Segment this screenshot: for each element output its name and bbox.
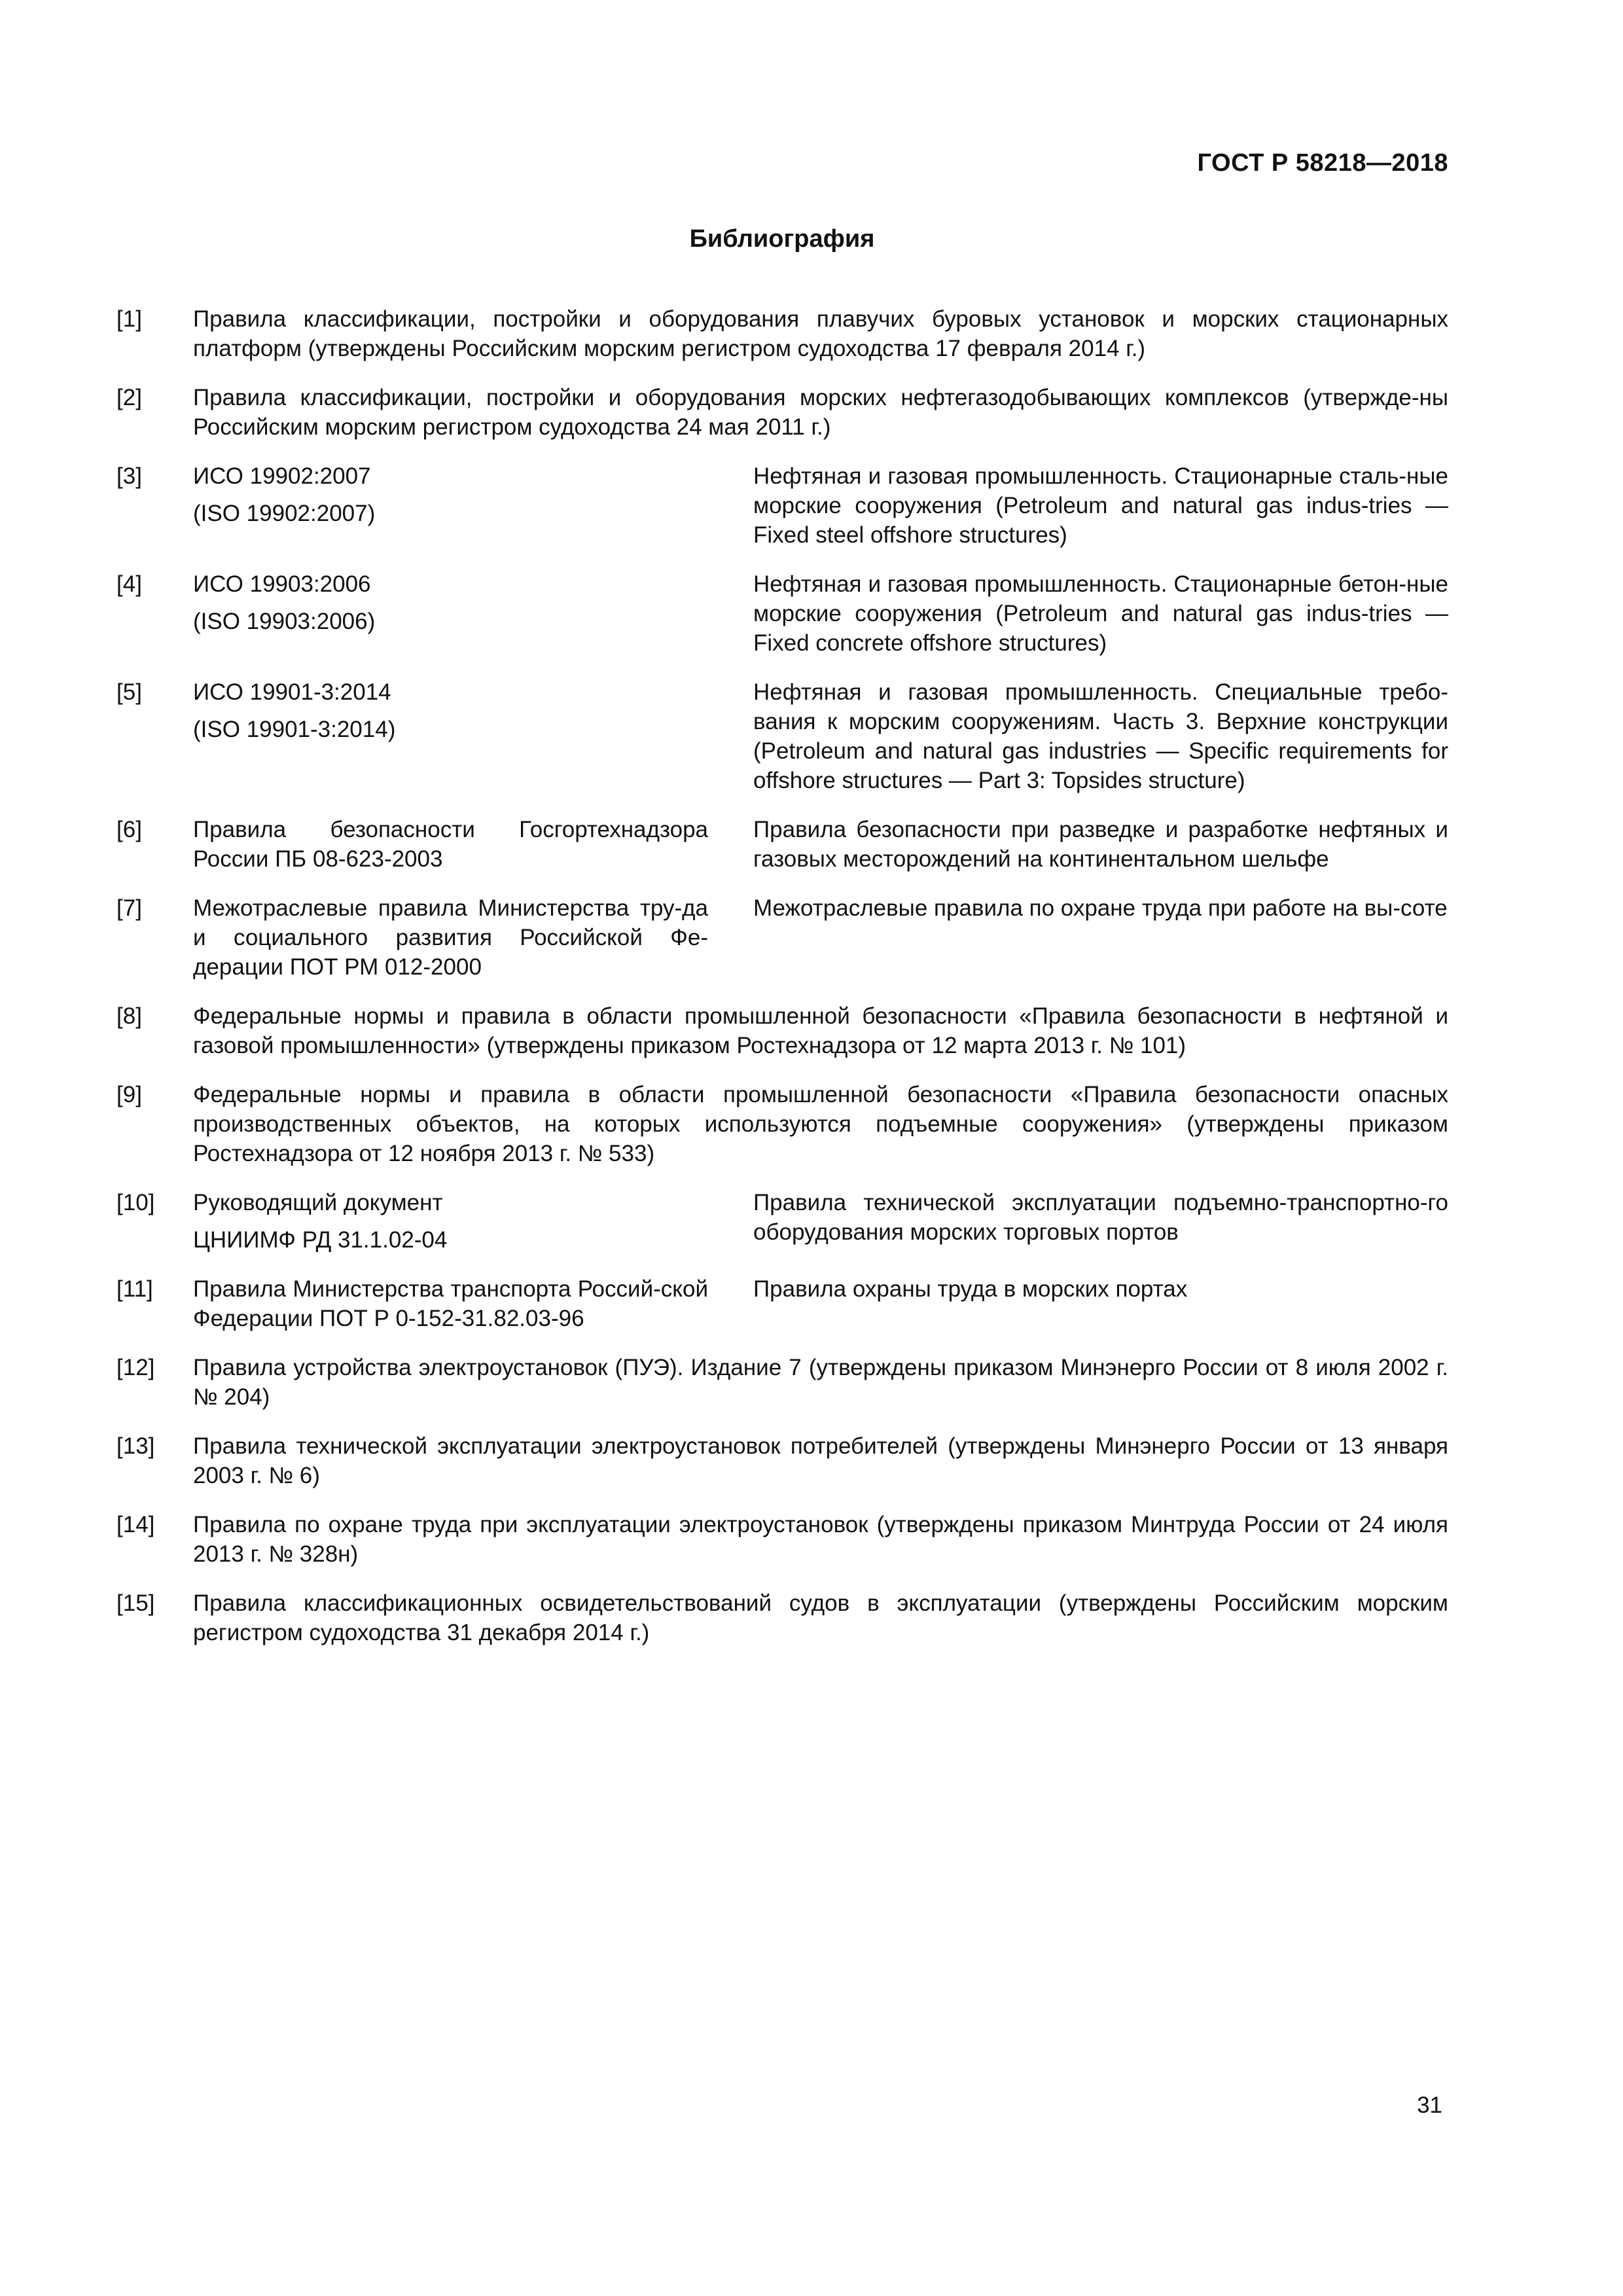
- entry-number: [4]: [116, 571, 142, 597]
- entry-number: [13]: [116, 1433, 155, 1459]
- bibliography-entry-2: [116, 383, 1448, 442]
- entry-code-line-en: (ISO 19903:2006): [193, 609, 376, 634]
- section-title: Библиография: [689, 225, 875, 253]
- entry-text: Федеральные нормы и правила в области промышленной безопасности «Правила безопасности опасных производственных объектов, на которых используются подъемные сооружения» (утверждены приказом Ростехнадзора от 12 ноября 2013 г. № 533): [193, 1082, 1448, 1166]
- bibliography-list: [116, 304, 1448, 1667]
- entry-description: Правила безопасности при разведке и разработке нефтяных и газовых месторождений на континентальном шельфе: [753, 817, 1448, 872]
- bibliography-entry-8: [116, 1001, 1448, 1060]
- entry-description: Правила технической эксплуатации подъемно-транспортно-го оборудования морских торговых портов: [753, 1190, 1448, 1245]
- entry-code-line: ИСО 19901-3:2014: [193, 679, 391, 705]
- bibliography-entry-14: [116, 1510, 1448, 1569]
- entry-number: [15]: [116, 1590, 155, 1616]
- entry-number: [3]: [116, 463, 142, 489]
- entry-description: Нефтяная и газовая промышленность. Специальные требо-вания к морским сооружениям. Часть 3. Верхние конструкции (Petroleum and natural gas industries — Specific requirements for offshore structures — Part 3: Topsides structure): [753, 679, 1448, 793]
- entry-description: Межотраслевые правила по охране труда при работе на вы-соте: [753, 895, 1448, 921]
- entry-text: Правила классификационных освидетельствований судов в эксплуатации (утверждены Российским морским регистром судоходства 31 декабря 2014 г.): [193, 1590, 1448, 1645]
- entry-code: [193, 677, 708, 795]
- entry-number: [10]: [116, 1190, 155, 1215]
- bibliography-entry-13: [116, 1431, 1448, 1490]
- entry-number: [2]: [116, 385, 142, 410]
- entry-text: Правила устройства электроустановок (ПУЭ). Издание 7 (утверждены приказом Минэнерго России от 8 июля 2002 г. № 204): [193, 1355, 1448, 1410]
- entry-code: [193, 569, 708, 658]
- bibliography-entry-9: [116, 1080, 1448, 1168]
- bibliography-entry-3: [116, 461, 1448, 550]
- entry-code: [193, 461, 708, 550]
- entry-code: [193, 1188, 708, 1255]
- entry-code: Правила безопасности Госгортехнадзора России ПБ 08-623-2003: [193, 817, 708, 872]
- entry-code-line-2: ЦНИИМФ РД 31.1.02-04: [193, 1227, 448, 1253]
- entry-text: Правила по охране труда при эксплуатации электроустановок (утверждены приказом Минтруда России от 24 июля 2013 г. № 328н): [193, 1512, 1448, 1567]
- entry-code-line-en: (ISO 19901-3:2014): [193, 717, 396, 742]
- bibliography-entry-6: [116, 815, 1448, 874]
- document-number: ГОСТ Р 58218—2018: [1197, 149, 1448, 177]
- entry-number: [12]: [116, 1355, 155, 1380]
- entry-number: [5]: [116, 679, 142, 705]
- entry-code-line: ИСО 19902:2007: [193, 463, 371, 489]
- bibliography-entry-11: [116, 1274, 1448, 1333]
- entry-code: Межотраслевые правила Министерства тру-да и социального развития Российской Фе-дерации ПОТ РМ 012-2000: [193, 895, 708, 980]
- entry-text: Правила классификации, постройки и оборудования плавучих буровых установок и морских стационарных платформ (утверждены Российским морским регистром судоходства 17 февраля 2014 г.): [193, 306, 1448, 361]
- bibliography-entry-12: [116, 1353, 1448, 1412]
- bibliography-entry-1: [116, 304, 1448, 363]
- entry-code: Правила Министерства транспорта Россий-ской Федерации ПОТ Р 0-152-31.82.03-96: [193, 1276, 708, 1331]
- entry-text: Федеральные нормы и правила в области промышленной безопасности «Правила безопасности в нефтяной и газовой промышленности» (утверждены приказом Ростехнадзора от 12 марта 2013 г. № 101): [193, 1003, 1448, 1058]
- bibliography-entry-5: [116, 677, 1448, 795]
- entry-number: [9]: [116, 1082, 142, 1107]
- entry-description: Нефтяная и газовая промышленность. Стационарные бетон-ные морские сооружения (Petroleum and natural gas indus-tries — Fixed concrete offshore structures): [753, 571, 1448, 656]
- entry-description: Правила охраны труда в морских портах: [753, 1276, 1188, 1302]
- entry-number: [11]: [116, 1276, 153, 1302]
- entry-number: [6]: [116, 817, 142, 842]
- entry-number: [8]: [116, 1003, 142, 1029]
- entry-number: [1]: [116, 306, 142, 332]
- entry-description: Нефтяная и газовая промышленность. Стационарные сталь-ные морские сооружения (Petroleum and natural gas indus-tries — Fixed steel offshore structures): [753, 463, 1448, 548]
- entry-code-line: ИСО 19903:2006: [193, 571, 371, 597]
- bibliography-entry-4: [116, 569, 1448, 658]
- entry-number: [7]: [116, 895, 142, 921]
- page-number: 31: [1417, 2092, 1442, 2118]
- bibliography-entry-15: [116, 1588, 1448, 1647]
- entry-number: [14]: [116, 1512, 155, 1537]
- bibliography-entry-7: [116, 893, 1448, 982]
- entry-code-line: Руководящий документ: [193, 1190, 443, 1215]
- bibliography-entry-10: [116, 1188, 1448, 1255]
- entry-code-line-en: (ISO 19902:2007): [193, 501, 376, 526]
- entry-text: Правила технической эксплуатации электроустановок потребителей (утверждены Минэнерго России от 13 января 2003 г. № 6): [193, 1433, 1448, 1488]
- entry-text: Правила классификации, постройки и оборудования морских нефтегазодобывающих комплексов (утвержде-ны Российским морским регистром судоходства 24 мая 2011 г.): [193, 385, 1448, 440]
